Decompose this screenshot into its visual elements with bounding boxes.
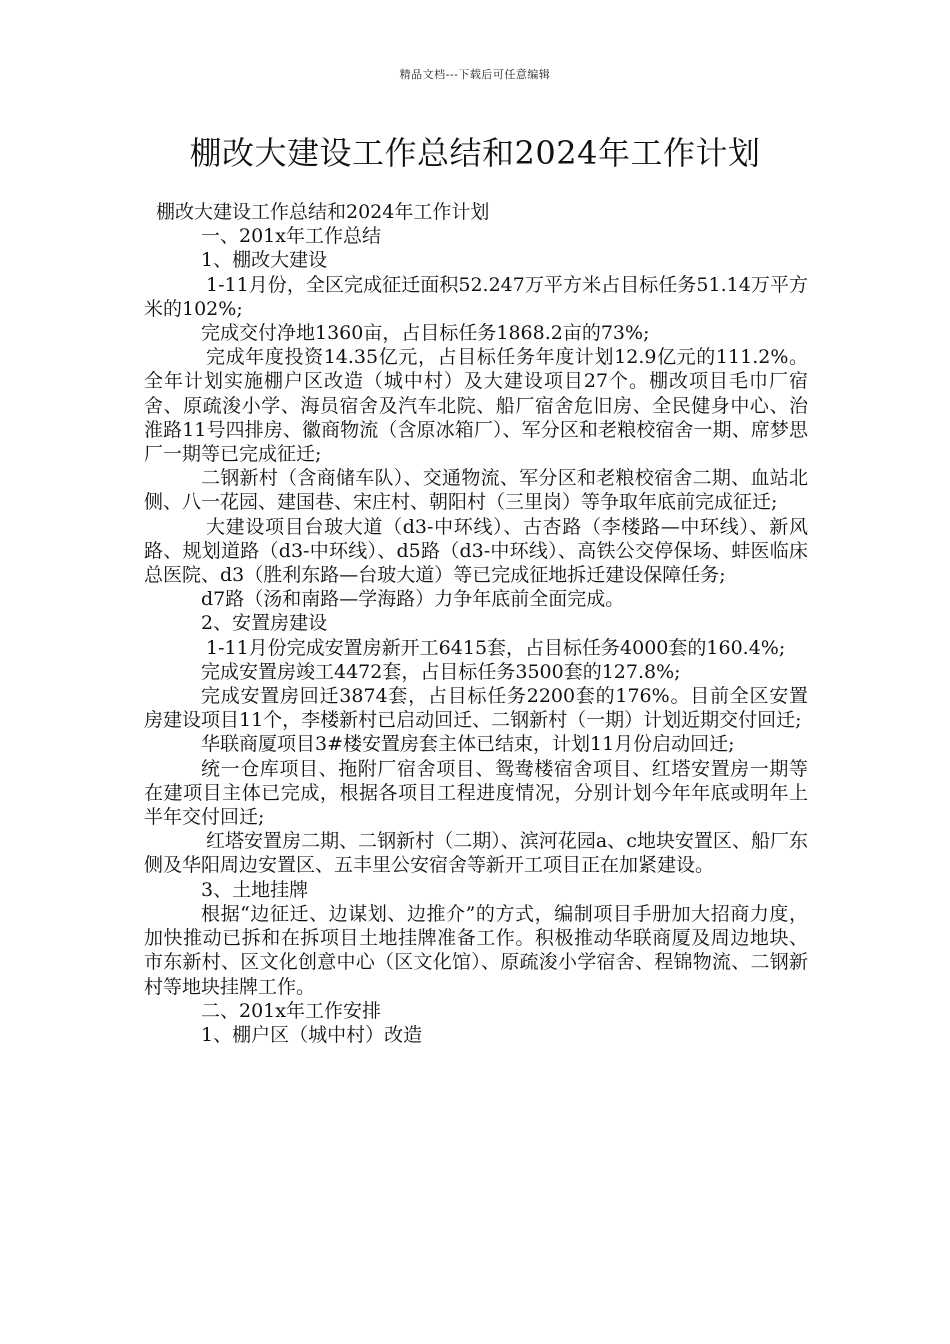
subsection-heading-2-1: 1、棚户区（城中村）改造 <box>201 1023 423 1046</box>
document-subtitle: 棚改大建设工作总结和2024年工作计划 <box>156 201 490 223</box>
document-title: 棚改大建设工作总结和2024年工作计划 <box>189 134 761 172</box>
paragraph: 统一仓库项目、拖附厂宿舍项目、鸳鸯楼宿舍项目、红塔安置房一期等在建项目主体已完成，根据各项目工程进度情况，分别计划今年年底或明年上半年交付回迁; <box>144 757 808 829</box>
paragraph: 华联商厦项目3#楼安置房套主体已结束，计划11月份启动回迁; <box>201 733 735 756</box>
document-body <box>144 200 808 1047</box>
page-header: 精品文档---下载后可任意编辑 <box>399 68 551 81</box>
section-heading-2: 二、201x年工作安排 <box>201 999 381 1022</box>
subsection-heading-1-2: 2、安置房建设 <box>201 612 328 635</box>
paragraph: 完成安置房回迁3874套，占目标任务2200套的176%。目前全区安置房建设项目11个，李楼新村已启动回迁、二钢新村（一期）计划近期交付回迁; <box>144 685 808 732</box>
paragraph: 完成年度投资14.35亿元，占目标任务年度计划12.9亿元的111.2%。全年计划实施棚户区改造（城中村）及大建设项目27个。棚改项目毛巾厂宿舍、原疏浚小学、海员宿舍及汽车北院、船厂宿舍危旧房、全民健身中心、治淮路11号四排房、徽商物流（含原冰箱厂）、军分区和老粮校宿舍一期、席梦思厂一期等已完成征迁; <box>144 346 808 466</box>
paragraph: d7路（汤和南路—学海路）力争年底前全面完成。 <box>201 588 625 611</box>
subsection-heading-1-3: 3、土地挂牌 <box>201 878 309 901</box>
paragraph: 红塔安置房二期、二钢新村（二期）、滨河花园a、c地块安置区、船厂东侧及华阳周边安置区、五丰里公安宿舍等新开工项目正在加紧建设。 <box>144 830 808 877</box>
paragraph: 大建设项目台玻大道（d3-中环线）、古杏路（李楼路—中环线）、新风路、规划道路（d3-中环线）、d5路（d3-中环线）、高铁公交停保场、蚌医临床总医院、d3（胜利东路—台玻大道）等已完成征地拆迁建设保障任务; <box>144 515 808 587</box>
subsection-heading-1-1: 1、棚改大建设 <box>201 249 328 272</box>
paragraph: 1-11月份，全区完成征迁面积52.247万平方米占目标任务51.14万平方米的102%; <box>144 273 808 320</box>
section-heading-1: 一、201x年工作总结 <box>201 225 381 248</box>
paragraph: 根据“边征迁、边谋划、边推介”的方式，编制项目手册加大招商力度，加快推动已拆和在拆项目土地挂牌准备工作。积极推动华联商厦及周边地块、市东新村、区文化创意中心（区文化馆）、原疏浚小学宿舍、程锦物流、二钢新村等地块挂牌工作。 <box>144 902 808 998</box>
paragraph: 完成安置房竣工4472套，占目标任务3500套的127.8%; <box>201 660 681 683</box>
paragraph: 二钢新村（含商储车队）、交通物流、军分区和老粮校宿舍二期、血站北侧、八一花园、建国巷、宋庄村、朝阳村（三里岗）等争取年底前完成征迁; <box>144 467 808 514</box>
paragraph: 完成交付净地1360亩，占目标任务1868.2亩的73%; <box>201 322 650 345</box>
paragraph: 1-11月份完成安置房新开工6415套，占目标任务4000套的160.4%; <box>206 636 786 659</box>
